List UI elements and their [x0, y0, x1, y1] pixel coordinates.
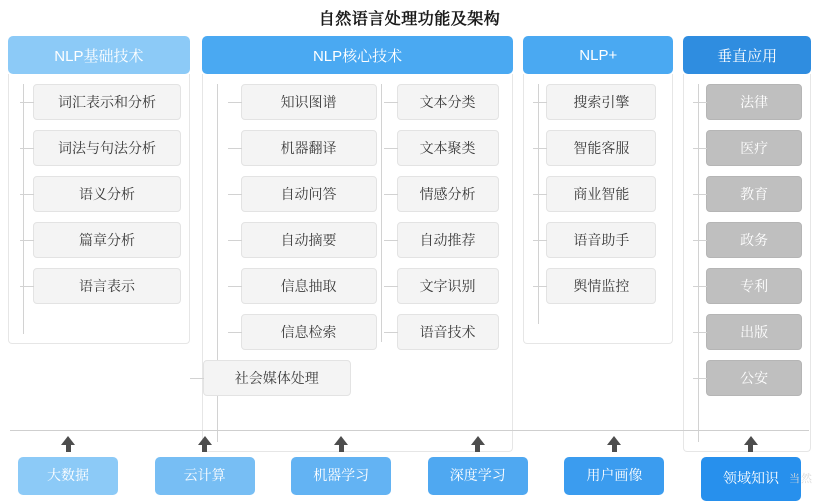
foundation-box[interactable]: 机器学习: [291, 457, 391, 495]
arrow-stem: [475, 445, 480, 452]
arrow-stem: [612, 445, 617, 452]
arrow-up-icon: [61, 436, 75, 445]
foundation-box[interactable]: 用户画像: [564, 457, 664, 495]
cell-subcolumn-right: [377, 84, 499, 360]
list-item[interactable]: 知识图谱: [241, 84, 377, 120]
column-body-nlp-basic: [8, 74, 190, 344]
cell-list-nlp-basic: [9, 84, 189, 314]
list-item[interactable]: 商业智能: [546, 176, 656, 212]
foundation-item-deep-learning: [418, 436, 538, 501]
list-item[interactable]: 语言表示: [33, 268, 181, 304]
list-item[interactable]: 法律: [706, 84, 802, 120]
cell-list-vertical-applications: [684, 84, 810, 406]
arrow-stem: [202, 445, 207, 452]
list-item[interactable]: 情感分析: [397, 176, 499, 212]
list-item[interactable]: 政务: [706, 222, 802, 258]
list-item[interactable]: 语音助手: [546, 222, 656, 258]
list-item[interactable]: 专利: [706, 268, 802, 304]
arrow-up-icon: [334, 436, 348, 445]
list-item[interactable]: 文本聚类: [397, 130, 499, 166]
architecture-columns: [8, 36, 811, 452]
arrow-stem: [339, 445, 344, 452]
list-item[interactable]: 语音技术: [397, 314, 499, 350]
connector-trunk: [23, 84, 24, 334]
cell-list-nlp-core: [203, 84, 513, 360]
list-item[interactable]: 词法与句法分析: [33, 130, 181, 166]
list-item[interactable]: 自动推荐: [397, 222, 499, 258]
list-item[interactable]: 自动摘要: [241, 222, 377, 258]
foundation-row: [8, 436, 811, 501]
list-item[interactable]: 信息检索: [241, 314, 377, 350]
list-item[interactable]: 舆情监控: [546, 268, 656, 304]
page-title: 自然语言处理功能及架构: [318, 11, 501, 28]
column-vertical-applications: [683, 36, 811, 452]
cell-list-nlp-plus: [524, 84, 672, 314]
column-body-vertical-applications: [683, 74, 811, 452]
column-nlp-plus: [523, 36, 673, 344]
list-item[interactable]: 词汇表示和分析: [33, 84, 181, 120]
list-item[interactable]: 语义分析: [33, 176, 181, 212]
connector-trunk-inner: [381, 84, 382, 342]
arrow-up-icon: [607, 436, 621, 445]
list-item[interactable]: 教育: [706, 176, 802, 212]
watermark: 当然: [789, 473, 813, 485]
foundation-box[interactable]: 深度学习: [428, 457, 528, 495]
list-item[interactable]: 搜索引擎: [546, 84, 656, 120]
column-nlp-core: [202, 36, 514, 452]
foundation-box[interactable]: 领域知识: [701, 457, 801, 501]
list-item[interactable]: 文字识别: [397, 268, 499, 304]
arrow-up-icon: [471, 436, 485, 445]
list-item[interactable]: 自动问答: [241, 176, 377, 212]
list-item[interactable]: 社会媒体处理: [203, 360, 351, 396]
column-header-nlp-basic: NLP基础技术: [8, 36, 190, 74]
arrow-stem: [66, 445, 71, 452]
column-body-nlp-plus: [523, 74, 673, 344]
list-item[interactable]: 文本分类: [397, 84, 499, 120]
list-item[interactable]: 公安: [706, 360, 802, 396]
column-body-nlp-core: [202, 74, 514, 452]
connector-trunk: [698, 84, 699, 442]
cell-subcolumn-left: [217, 84, 377, 360]
arrow-up-icon: [744, 436, 758, 445]
foundation-divider: [10, 430, 809, 431]
foundation-item-cloud-computing: [145, 436, 265, 501]
foundation-item-user-profile: [554, 436, 674, 501]
foundation-item-big-data: [8, 436, 128, 501]
column-header-nlp-core: NLP核心技术: [202, 36, 514, 74]
arrow-stem: [748, 445, 753, 452]
foundation-item-machine-learning: [281, 436, 401, 501]
cell-list-nlp-core-bottom: [203, 360, 513, 406]
list-item[interactable]: 信息抽取: [241, 268, 377, 304]
foundation-box[interactable]: 云计算: [155, 457, 255, 495]
column-nlp-basic: [8, 36, 190, 344]
connector-trunk: [538, 84, 539, 324]
column-header-vertical-applications: 垂直应用: [683, 36, 811, 74]
foundation-box[interactable]: 大数据: [18, 457, 118, 495]
list-item[interactable]: 机器翻译: [241, 130, 377, 166]
list-item[interactable]: 出版: [706, 314, 802, 350]
foundation-item-domain-knowledge: [691, 436, 811, 501]
list-item[interactable]: 医疗: [706, 130, 802, 166]
list-item[interactable]: 篇章分析: [33, 222, 181, 258]
column-header-nlp-plus: NLP+: [523, 36, 673, 74]
arrow-up-icon: [198, 436, 212, 445]
list-item[interactable]: 智能客服: [546, 130, 656, 166]
